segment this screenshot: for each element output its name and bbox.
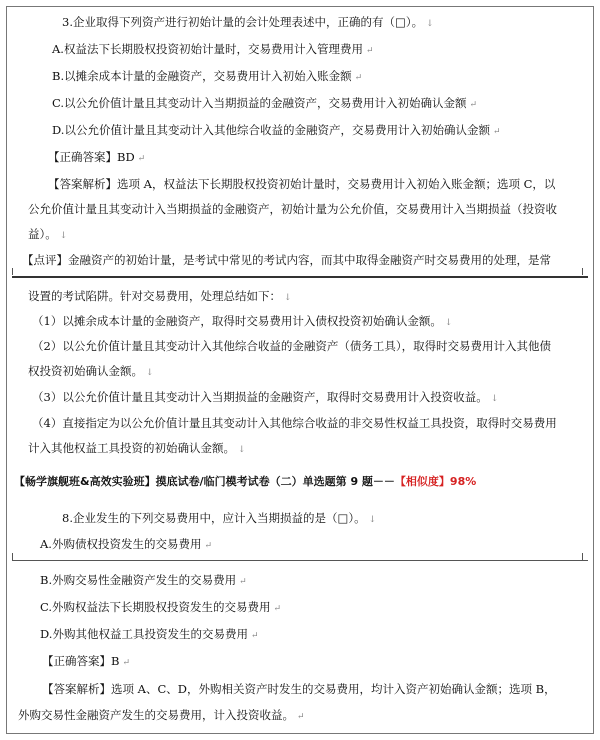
q3-comment-line-8: 计入其他权益工具投资的初始确认金额。 ↓ (28, 441, 246, 455)
q3-option-a: A.权益法下长期股权投资初始计量时，交易费用计入管理费用 ↵ (52, 42, 374, 56)
q8-option-c: C.外购权益法下长期股权投资发生的交易费用 ↵ (40, 600, 282, 614)
q3-comment-line-6: （3）以公允价值计量且其变动计入当期损益的金融资产，取得时交易费用计入投资收益。 ↓ (32, 390, 499, 404)
q3-option-d: D.以公允价值计量且其变动计入其他综合收益的金融资产，交易费用计入初始确认金额 ↵ (52, 123, 501, 137)
source-line (14, 474, 476, 490)
page-break-divider (12, 276, 588, 278)
q3-answer: 【正确答案】BD ↵ (48, 150, 146, 164)
source-label: 【畅学旗舰班&高效实验班】摸底试卷/临门模考试卷（二）单选题第 9 题－－ (14, 475, 395, 488)
page-break-tick (582, 268, 583, 275)
similarity-label: 【相似度】 (394, 475, 450, 488)
q8-option-b: B.外购交易性金融资产发生的交易费用 ↵ (40, 573, 247, 587)
q3-comment-line-5: 权投资初始确认金额。 ↓ (28, 364, 154, 378)
q8-analysis-line-2: 外购交易性金融资产发生的交易费用，计入投资收益。 ↵ (18, 708, 305, 722)
q3-comment-line-1: 【点评】金融资产的初始计量，是考试中常见的考试内容，而其中取得金融资产时交易费用的处理，是常 (22, 253, 551, 267)
q3-stem: 3.企业取得下列资产进行初始计量的会计处理表述中，正确的有（□）。 ↓ (62, 15, 434, 29)
page-break-divider (12, 560, 588, 561)
q3-comment-line-7: （4）直接指定为以公允价值计量且其变动计入其他综合收益的非交易性权益工具投资，取得时交易费用 (32, 416, 557, 430)
q3-comment-line-4: （2）以公允价值计量且其变动计入其他综合收益的金融资产（债务工具），取得时交易费用计入其他债 (32, 339, 552, 353)
page-break-tick (582, 553, 583, 560)
q3-comment-line-2: 设置的考试陷阱。针对交易费用，处理总结如下： ↓ (28, 289, 292, 303)
q8-analysis-line-1: 【答案解析】选项 A、C、D，外购相关资产时发生的交易费用，均计入资产初始确认金额；选项 B， (42, 682, 556, 696)
q3-analysis-line-3: 益）。 ↓ (28, 227, 68, 241)
q3-option-b: B.以摊余成本计量的金融资产，交易费用计入初始入账金额 ↵ (52, 69, 363, 83)
q8-option-d: D.外购其他权益工具投资发生的交易费用 ↵ (40, 627, 259, 641)
q3-analysis-line-1: 【答案解析】选项 A，权益法下长期股权投资初始计量时，交易费用计入初始入账金额；选项 C，以 (48, 177, 556, 191)
q8-answer: 【正确答案】B ↵ (42, 654, 130, 668)
page-break-tick (12, 268, 13, 275)
page-break-tick (12, 553, 13, 560)
q3-analysis-line-2: 公允价值计量且其变动计入当期损益的金融资产，初始计量为公允价值，交易费用计入当期损益（投资收 (28, 202, 557, 216)
q8-option-a: A.外购债权投资发生的交易费用 ↵ (40, 537, 213, 551)
q8-stem: 8.企业发生的下列交易费用中，应计入当期损益的是（□）。 ↓ (62, 511, 377, 525)
similarity-value: 98% (449, 475, 477, 488)
q3-option-c: C.以公允价值计量且其变动计入当期损益的金融资产，交易费用计入初始确认金额 ↵ (52, 96, 478, 110)
q3-comment-line-3: （1）以摊余成本计量的金融资产，取得时交易费用计入债权投资初始确认金额。 ↓ (32, 314, 453, 328)
